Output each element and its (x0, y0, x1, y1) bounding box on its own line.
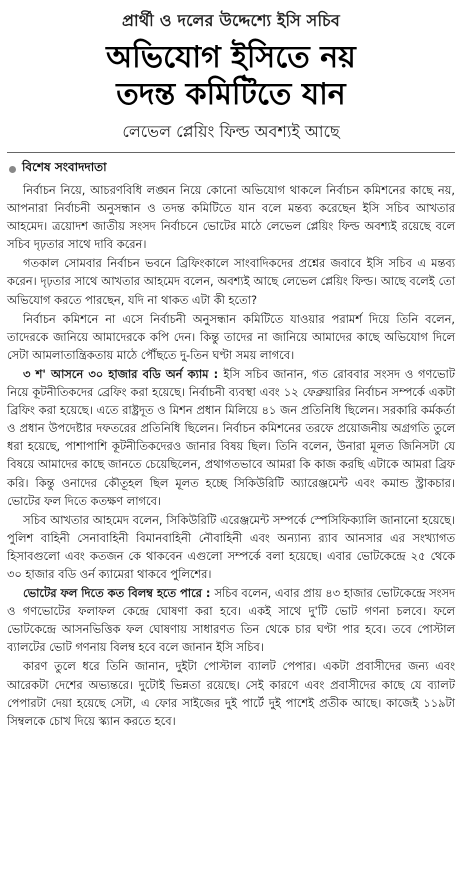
paragraph-text: নির্বাচন নিয়ে, আচরণবিধি লঙ্ঘন নিয়ে কোনো অভিযোগ থাকলে নির্বাচন কমিশনের কাছে নয়, আপনারা নির্বাচনী অনুসন্ধান ও তদন্ত কমিটিতে যান বলে মন্তব্য করেছেন ইসি সচিব আখতার আহমেদ। ত্রয়োদশ জাতীয় সংসদ নির্বাচনে ভোটের মাঠে লেভেল প্লেয়িং ফিল্ড অবশ্যই রয়েছে বলে সচিব দৃঢ়তার সাথে দাবি করেন। (7, 183, 455, 252)
headline-line-1: অভিযোগ ইসিতে নয় (106, 40, 356, 75)
article-paragraph (7, 584, 455, 656)
byline-text: বিশেষ সংবাদদাতা (22, 160, 107, 174)
bullet-icon (9, 166, 16, 173)
paragraph-text: গতকাল সোমবার নির্বাচন ভবনে ব্রিফিংকালে সাংবাদিকদের প্রশ্নের জবাবে ইসি সচিব এ মন্তব্য করেন। দৃঢ়তার সাথে আখতার আহমেদ বলেন, অবশ্যই আছে লেভেল প্লেয়িং ফিল্ড। আছে বলেই তো অভিযোগ করতে পারছেন, যদি না থাকত এটা কী হতো? (7, 256, 455, 307)
article-kicker: প্রার্থী ও দলের উদ্দেশ্যে ইসি সচিব (122, 11, 340, 30)
article-paragraph (7, 181, 455, 253)
article-paragraph (7, 310, 455, 364)
divider (7, 152, 455, 153)
paragraph-text: সচিব বলেন, এবার প্রায় ৪৩ হাজার ভোটকেন্দ্রে সংসদ ও গণভোটের ফলাফল কেন্দ্রে ঘোষণা করা হবে। একই সাথে দু'টি ভোট গণনা চলবে। ফলে ভোটকেন্দ্রে আসনভিত্তিক ফল ঘোষণায় সাধারণত তিন থেকে চার ঘণ্টা পার হবে। তবে পোস্টাল ব্যালটের ভোট গণনায় বিলম্ব হবে বলে জানান ইসি সচিব। (7, 586, 456, 655)
article-paragraph (7, 657, 455, 729)
article-paragraph (7, 511, 455, 583)
paragraph-lead: ভোটের ফল দিতে কত বিলম্ব হতে পারে : (23, 586, 215, 601)
paragraph-text: নির্বাচন কমিশনে না এসে নির্বাচনী অনুসন্ধান কমিটিতে যাওয়ার পরামর্শ দিয়ে তিনি বলেন, তাদেরকে জানিয়ে আমাদেরকে কপি দেন। কিন্তু তাদের না জানিয়ে আমাদের কাছে অভিযোগ দিলে সেটা আমলাতান্ত্রিকতায় মাঠে পৌঁছতে দু-তিন ঘণ্টা সময় লাগবে। (7, 311, 455, 362)
article-paragraph (7, 254, 455, 308)
article-paragraph (7, 365, 455, 510)
paragraph-text: কারণ তুলে ধরে তিনি জানান, দুইটা পোস্টাল ব্যালট পেপার। একটা প্রবাসীদের জন্য এবং আরেকটা দেশের অভ্যন্তরে। দুটোই ভিন্নতা রয়েছে। সেই কারণে এবং প্রবাসীদের কাছে যে ব্যালট পেপারটা দেয়া হয়েছে সেটা, এ ফোর সাইজের দুই পার্টে দুই পাশেই প্রতীক আছে। কাজেই ১১৯টা সিম্বলকে চোখ দিয়ে স্ক্যান করতে হবে। (7, 659, 455, 728)
headline-line-2: তদন্ত কমিটিতে যান (116, 77, 346, 112)
paragraph-lead: ৩ শ' আসনে ৩০ হাজার বডি অর্ন ক্যাম : (23, 366, 224, 381)
paragraph-text: সচিব আখতার আহমেদ বলেন, সিকিউরিটি এরেঞ্জমেন্ট সম্পর্কে স্পেসিফিক্যালি জানানো হয়েছে। পুলিশ বাহিনী সেনাবাহিনী বিমানবাহিনী নৌবাহিনী এবং অন্যান্য র‍্যাব আনসার এর সংখ্যাগত হিসাবগুলো এবং কতজন কে থাকবেন এগুলো সম্পর্কে বলা হয়েছে। এবার ভোটকেন্দ্রে ২৫ থেকে ৩০ হাজার বডি ওর্ন ক্যামেরা থাকবে পুলিশের। (7, 512, 455, 581)
article-byline (7, 159, 455, 179)
article-subhead: লেভেল প্লেয়িং ফিল্ড অবশ্যই আছে (122, 122, 340, 141)
article-body (7, 181, 455, 730)
article-headline (7, 39, 455, 113)
paragraph-text: ইসি সচিব জানান, গত রোববার সংসদ ও গণভোট নিয়ে কূটনীতিকদের ব্রেফিং করা হয়েছে। নির্বাচনী ব্যবস্থা এবং ১২ ফেব্রুয়ারির নির্বাচন সম্পর্কে একটা ব্রিফিং করা হয়েছে। এতে রাষ্ট্রদূত ও মিশন প্রধান মিলিয়ে ৪১ জন প্রতিনিধি ছিলেন। সরকারি কর্মকর্তা ও প্রধান উপদেষ্টার দফতরের প্রতিনিধি ছিলেন। নির্বাচন কমিশনের তরফে প্রয়োজনীয় অগ্রগতি তুলে ধরা হয়েছে, পাশাপাশি কূটনীতিকদেরও জানার বিষয় ছিল। তিনি বলেন, উনারা মূলত জিনিসটা যে বিষয়ে আমাদের কাছে জানতে চেয়েছিলেন, প্রথাগতভাবে আমরা কি কাজ করছি এটাকে আমরা ব্রিফ করি। কিন্তু ওনাদের কৌতূহল ছিল মূলত হচ্ছে সিকিউরিটি অ্যারেঞ্জমেন্ট এবং কমান্ড স্ট্রাকচার। ভোটের ফল দিতে কতক্ষণ লাগবে। (7, 366, 455, 508)
